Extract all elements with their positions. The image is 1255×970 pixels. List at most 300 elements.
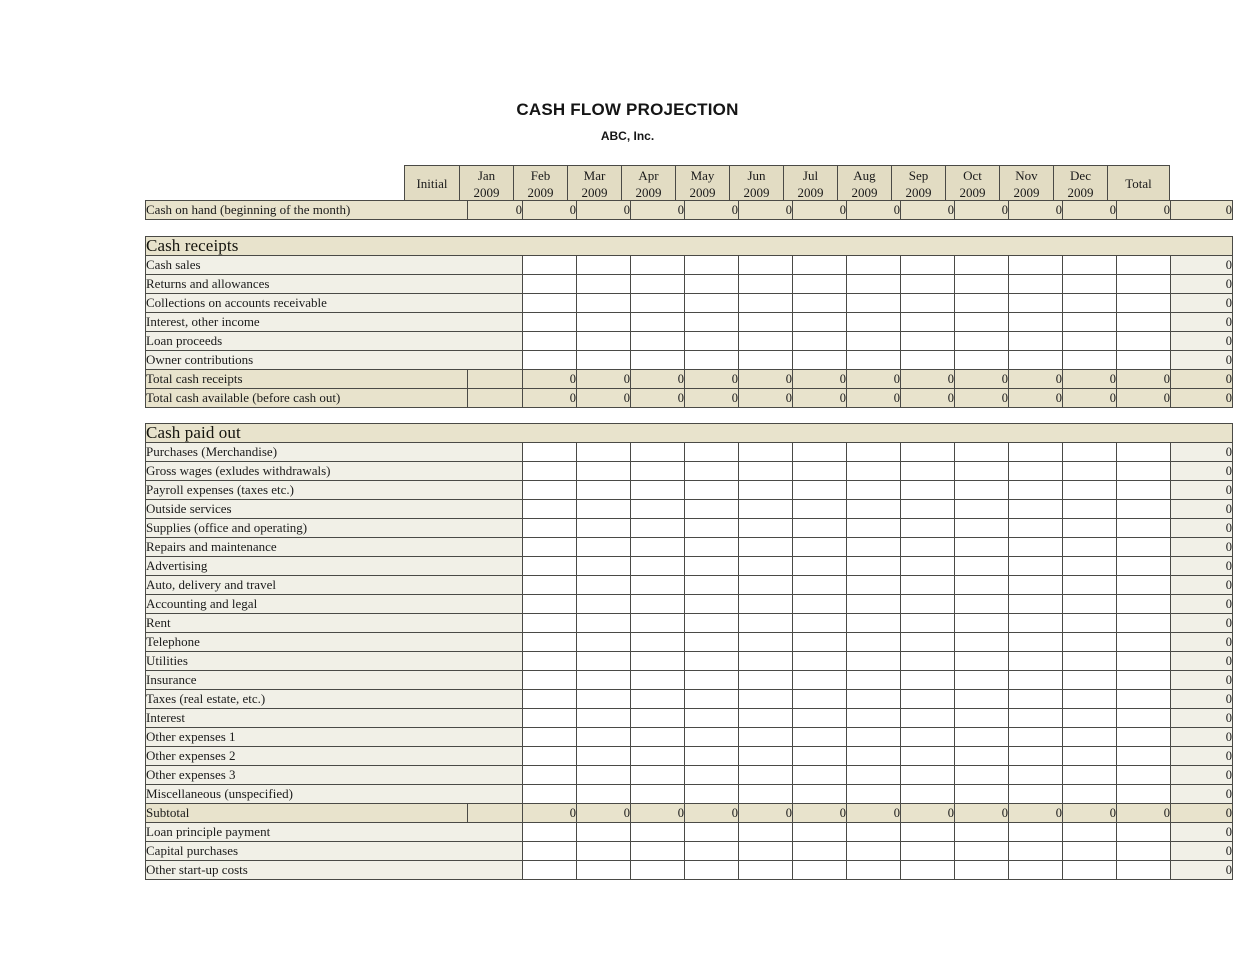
cell-loan-principle-payment-apr[interactable] xyxy=(685,823,739,842)
cell-auto-delivery-and-travel-total[interactable]: 0 xyxy=(1171,576,1233,595)
cell-payroll-expenses-taxes-etc-feb[interactable] xyxy=(577,481,631,500)
cell-returns-and-allowances-may[interactable] xyxy=(739,275,793,294)
cell-other-expenses-1-aug[interactable] xyxy=(901,728,955,747)
cell-accounting-and-legal-may[interactable] xyxy=(739,595,793,614)
cell-other-expenses-2-total[interactable]: 0 xyxy=(1171,747,1233,766)
cell-interest-other-income-nov[interactable] xyxy=(1063,313,1117,332)
cell-advertising-aug[interactable] xyxy=(901,557,955,576)
cell-utilities-oct[interactable] xyxy=(1009,652,1063,671)
cell-purchases-merchandise-total[interactable]: 0 xyxy=(1171,443,1233,462)
cell-supplies-office-and-operating-total[interactable]: 0 xyxy=(1171,519,1233,538)
cell-subtotal-jul[interactable]: 0 xyxy=(847,804,901,823)
cell-total-cash-available-before-cash-out-sep[interactable]: 0 xyxy=(955,389,1009,408)
cell-telephone-mar[interactable] xyxy=(631,633,685,652)
cell-collections-on-accounts-receivable-aug[interactable] xyxy=(901,294,955,313)
cell-other-expenses-1-apr[interactable] xyxy=(685,728,739,747)
cell-returns-and-allowances-sep[interactable] xyxy=(955,275,1009,294)
cell-accounting-and-legal-apr[interactable] xyxy=(685,595,739,614)
cell-other-expenses-3-dec[interactable] xyxy=(1117,766,1171,785)
cell-cash-on-hand-apr[interactable]: 0 xyxy=(685,201,739,220)
cell-outside-services-apr[interactable] xyxy=(685,500,739,519)
cell-payroll-expenses-taxes-etc-dec[interactable] xyxy=(1117,481,1171,500)
cell-miscellaneous-unspecified-dec[interactable] xyxy=(1117,785,1171,804)
cell-repairs-and-maintenance-sep[interactable] xyxy=(955,538,1009,557)
cell-other-start-up-costs-feb[interactable] xyxy=(577,861,631,880)
cell-rent-may[interactable] xyxy=(739,614,793,633)
cell-total-cash-receipts-jun[interactable]: 0 xyxy=(793,370,847,389)
cell-outside-services-jan[interactable] xyxy=(523,500,577,519)
cell-other-expenses-2-aug[interactable] xyxy=(901,747,955,766)
cell-supplies-office-and-operating-feb[interactable] xyxy=(577,519,631,538)
cell-advertising-nov[interactable] xyxy=(1063,557,1117,576)
cell-other-expenses-1-total[interactable]: 0 xyxy=(1171,728,1233,747)
cell-capital-purchases-total[interactable]: 0 xyxy=(1171,842,1233,861)
cell-interest-other-income-feb[interactable] xyxy=(577,313,631,332)
cell-interest-feb[interactable] xyxy=(577,709,631,728)
cell-collections-on-accounts-receivable-jul[interactable] xyxy=(847,294,901,313)
cell-insurance-feb[interactable] xyxy=(577,671,631,690)
cell-payroll-expenses-taxes-etc-apr[interactable] xyxy=(685,481,739,500)
cell-advertising-dec[interactable] xyxy=(1117,557,1171,576)
cell-other-expenses-3-sep[interactable] xyxy=(955,766,1009,785)
cell-owner-contributions-jan[interactable] xyxy=(523,351,577,370)
cell-capital-purchases-oct[interactable] xyxy=(1009,842,1063,861)
cell-accounting-and-legal-mar[interactable] xyxy=(631,595,685,614)
cell-rent-jan[interactable] xyxy=(523,614,577,633)
cell-utilities-nov[interactable] xyxy=(1063,652,1117,671)
cell-other-expenses-1-oct[interactable] xyxy=(1009,728,1063,747)
cell-taxes-real-estate-etc-jun[interactable] xyxy=(793,690,847,709)
cell-utilities-dec[interactable] xyxy=(1117,652,1171,671)
cell-rent-jun[interactable] xyxy=(793,614,847,633)
cell-utilities-aug[interactable] xyxy=(901,652,955,671)
cell-taxes-real-estate-etc-nov[interactable] xyxy=(1063,690,1117,709)
cell-auto-delivery-and-travel-sep[interactable] xyxy=(955,576,1009,595)
cell-taxes-real-estate-etc-feb[interactable] xyxy=(577,690,631,709)
cell-interest-other-income-may[interactable] xyxy=(739,313,793,332)
cell-other-expenses-1-sep[interactable] xyxy=(955,728,1009,747)
cell-telephone-dec[interactable] xyxy=(1117,633,1171,652)
cell-capital-purchases-jul[interactable] xyxy=(847,842,901,861)
cell-total-cash-receipts-sep[interactable]: 0 xyxy=(955,370,1009,389)
cell-subtotal-jun[interactable]: 0 xyxy=(793,804,847,823)
cell-returns-and-allowances-mar[interactable] xyxy=(631,275,685,294)
cell-total-cash-available-before-cash-out-dec[interactable]: 0 xyxy=(1117,389,1171,408)
cell-cash-sales-aug[interactable] xyxy=(901,256,955,275)
cell-loan-principle-payment-dec[interactable] xyxy=(1117,823,1171,842)
cell-collections-on-accounts-receivable-sep[interactable] xyxy=(955,294,1009,313)
cell-advertising-jul[interactable] xyxy=(847,557,901,576)
cell-owner-contributions-may[interactable] xyxy=(739,351,793,370)
cell-other-expenses-2-oct[interactable] xyxy=(1009,747,1063,766)
cell-capital-purchases-jan[interactable] xyxy=(523,842,577,861)
cell-taxes-real-estate-etc-may[interactable] xyxy=(739,690,793,709)
cell-interest-other-income-jul[interactable] xyxy=(847,313,901,332)
cell-outside-services-oct[interactable] xyxy=(1009,500,1063,519)
cell-total-cash-available-before-cash-out-initial[interactable] xyxy=(468,389,523,408)
cell-loan-proceeds-dec[interactable] xyxy=(1117,332,1171,351)
cell-owner-contributions-aug[interactable] xyxy=(901,351,955,370)
cell-total-cash-available-before-cash-out-mar[interactable]: 0 xyxy=(631,389,685,408)
cell-rent-apr[interactable] xyxy=(685,614,739,633)
cell-advertising-sep[interactable] xyxy=(955,557,1009,576)
cell-advertising-jun[interactable] xyxy=(793,557,847,576)
cell-subtotal-oct[interactable]: 0 xyxy=(1009,804,1063,823)
cell-cash-on-hand-feb[interactable]: 0 xyxy=(577,201,631,220)
cell-other-start-up-costs-mar[interactable] xyxy=(631,861,685,880)
cell-other-expenses-3-may[interactable] xyxy=(739,766,793,785)
cell-collections-on-accounts-receivable-jun[interactable] xyxy=(793,294,847,313)
cell-utilities-jan[interactable] xyxy=(523,652,577,671)
cell-other-start-up-costs-jan[interactable] xyxy=(523,861,577,880)
cell-outside-services-may[interactable] xyxy=(739,500,793,519)
cell-owner-contributions-oct[interactable] xyxy=(1009,351,1063,370)
cell-purchases-merchandise-apr[interactable] xyxy=(685,443,739,462)
cell-telephone-nov[interactable] xyxy=(1063,633,1117,652)
cell-payroll-expenses-taxes-etc-mar[interactable] xyxy=(631,481,685,500)
cell-gross-wages-exludes-withdrawals-oct[interactable] xyxy=(1009,462,1063,481)
cell-capital-purchases-feb[interactable] xyxy=(577,842,631,861)
cell-auto-delivery-and-travel-jul[interactable] xyxy=(847,576,901,595)
cell-loan-proceeds-apr[interactable] xyxy=(685,332,739,351)
cell-supplies-office-and-operating-dec[interactable] xyxy=(1117,519,1171,538)
cell-interest-other-income-apr[interactable] xyxy=(685,313,739,332)
cell-payroll-expenses-taxes-etc-nov[interactable] xyxy=(1063,481,1117,500)
cell-supplies-office-and-operating-oct[interactable] xyxy=(1009,519,1063,538)
cell-cash-on-hand-nov[interactable]: 0 xyxy=(1063,201,1117,220)
cell-loan-proceeds-may[interactable] xyxy=(739,332,793,351)
cell-total-cash-available-before-cash-out-apr[interactable]: 0 xyxy=(685,389,739,408)
cell-interest-nov[interactable] xyxy=(1063,709,1117,728)
cell-other-expenses-2-sep[interactable] xyxy=(955,747,1009,766)
cell-gross-wages-exludes-withdrawals-jul[interactable] xyxy=(847,462,901,481)
cell-repairs-and-maintenance-may[interactable] xyxy=(739,538,793,557)
cell-payroll-expenses-taxes-etc-aug[interactable] xyxy=(901,481,955,500)
cell-cash-on-hand-may[interactable]: 0 xyxy=(739,201,793,220)
cell-loan-principle-payment-aug[interactable] xyxy=(901,823,955,842)
cell-total-cash-available-before-cash-out-aug[interactable]: 0 xyxy=(901,389,955,408)
cell-capital-purchases-aug[interactable] xyxy=(901,842,955,861)
cell-purchases-merchandise-mar[interactable] xyxy=(631,443,685,462)
cell-collections-on-accounts-receivable-may[interactable] xyxy=(739,294,793,313)
cell-interest-aug[interactable] xyxy=(901,709,955,728)
cell-gross-wages-exludes-withdrawals-jan[interactable] xyxy=(523,462,577,481)
cell-capital-purchases-sep[interactable] xyxy=(955,842,1009,861)
cell-total-cash-receipts-initial[interactable] xyxy=(468,370,523,389)
cell-other-start-up-costs-aug[interactable] xyxy=(901,861,955,880)
cell-total-cash-receipts-jan[interactable]: 0 xyxy=(523,370,577,389)
cell-accounting-and-legal-jul[interactable] xyxy=(847,595,901,614)
cell-loan-principle-payment-oct[interactable] xyxy=(1009,823,1063,842)
cell-supplies-office-and-operating-nov[interactable] xyxy=(1063,519,1117,538)
cell-utilities-feb[interactable] xyxy=(577,652,631,671)
cell-loan-proceeds-oct[interactable] xyxy=(1009,332,1063,351)
cell-cash-sales-mar[interactable] xyxy=(631,256,685,275)
cell-outside-services-dec[interactable] xyxy=(1117,500,1171,519)
cell-taxes-real-estate-etc-oct[interactable] xyxy=(1009,690,1063,709)
cell-supplies-office-and-operating-may[interactable] xyxy=(739,519,793,538)
cell-outside-services-mar[interactable] xyxy=(631,500,685,519)
cell-utilities-apr[interactable] xyxy=(685,652,739,671)
cell-other-start-up-costs-dec[interactable] xyxy=(1117,861,1171,880)
cell-other-expenses-2-jul[interactable] xyxy=(847,747,901,766)
cell-owner-contributions-sep[interactable] xyxy=(955,351,1009,370)
cell-returns-and-allowances-dec[interactable] xyxy=(1117,275,1171,294)
cell-supplies-office-and-operating-jan[interactable] xyxy=(523,519,577,538)
cell-loan-proceeds-total[interactable]: 0 xyxy=(1171,332,1233,351)
cell-auto-delivery-and-travel-dec[interactable] xyxy=(1117,576,1171,595)
cell-loan-proceeds-nov[interactable] xyxy=(1063,332,1117,351)
cell-rent-dec[interactable] xyxy=(1117,614,1171,633)
cell-telephone-oct[interactable] xyxy=(1009,633,1063,652)
cell-total-cash-available-before-cash-out-feb[interactable]: 0 xyxy=(577,389,631,408)
cell-outside-services-feb[interactable] xyxy=(577,500,631,519)
cell-advertising-feb[interactable] xyxy=(577,557,631,576)
cell-loan-proceeds-feb[interactable] xyxy=(577,332,631,351)
cell-auto-delivery-and-travel-apr[interactable] xyxy=(685,576,739,595)
cell-other-expenses-1-jan[interactable] xyxy=(523,728,577,747)
cell-cash-on-hand-mar[interactable]: 0 xyxy=(631,201,685,220)
cell-other-expenses-2-nov[interactable] xyxy=(1063,747,1117,766)
cell-owner-contributions-total[interactable]: 0 xyxy=(1171,351,1233,370)
cell-insurance-nov[interactable] xyxy=(1063,671,1117,690)
cell-utilities-sep[interactable] xyxy=(955,652,1009,671)
cell-purchases-merchandise-may[interactable] xyxy=(739,443,793,462)
cell-owner-contributions-jul[interactable] xyxy=(847,351,901,370)
cell-advertising-total[interactable]: 0 xyxy=(1171,557,1233,576)
cell-taxes-real-estate-etc-mar[interactable] xyxy=(631,690,685,709)
cell-outside-services-aug[interactable] xyxy=(901,500,955,519)
cell-subtotal-feb[interactable]: 0 xyxy=(577,804,631,823)
cell-loan-principle-payment-jun[interactable] xyxy=(793,823,847,842)
cell-interest-other-income-total[interactable]: 0 xyxy=(1171,313,1233,332)
cell-payroll-expenses-taxes-etc-total[interactable]: 0 xyxy=(1171,481,1233,500)
cell-gross-wages-exludes-withdrawals-feb[interactable] xyxy=(577,462,631,481)
cell-loan-principle-payment-mar[interactable] xyxy=(631,823,685,842)
cell-cash-sales-jul[interactable] xyxy=(847,256,901,275)
cell-cash-on-hand-oct[interactable]: 0 xyxy=(1009,201,1063,220)
cell-interest-jun[interactable] xyxy=(793,709,847,728)
cell-accounting-and-legal-oct[interactable] xyxy=(1009,595,1063,614)
cell-cash-on-hand-jun[interactable]: 0 xyxy=(793,201,847,220)
cell-purchases-merchandise-jun[interactable] xyxy=(793,443,847,462)
cell-gross-wages-exludes-withdrawals-aug[interactable] xyxy=(901,462,955,481)
cell-taxes-real-estate-etc-apr[interactable] xyxy=(685,690,739,709)
cell-supplies-office-and-operating-jun[interactable] xyxy=(793,519,847,538)
cell-insurance-mar[interactable] xyxy=(631,671,685,690)
cell-telephone-jan[interactable] xyxy=(523,633,577,652)
cell-owner-contributions-nov[interactable] xyxy=(1063,351,1117,370)
cell-subtotal-aug[interactable]: 0 xyxy=(901,804,955,823)
cell-gross-wages-exludes-withdrawals-dec[interactable] xyxy=(1117,462,1171,481)
cell-loan-principle-payment-jan[interactable] xyxy=(523,823,577,842)
cell-purchases-merchandise-dec[interactable] xyxy=(1117,443,1171,462)
cell-interest-mar[interactable] xyxy=(631,709,685,728)
cell-total-cash-receipts-apr[interactable]: 0 xyxy=(685,370,739,389)
cell-accounting-and-legal-jun[interactable] xyxy=(793,595,847,614)
cell-interest-jan[interactable] xyxy=(523,709,577,728)
cell-interest-other-income-aug[interactable] xyxy=(901,313,955,332)
cell-owner-contributions-feb[interactable] xyxy=(577,351,631,370)
cell-miscellaneous-unspecified-apr[interactable] xyxy=(685,785,739,804)
cell-loan-proceeds-sep[interactable] xyxy=(955,332,1009,351)
cell-other-expenses-3-nov[interactable] xyxy=(1063,766,1117,785)
cell-cash-sales-feb[interactable] xyxy=(577,256,631,275)
cell-other-expenses-2-jun[interactable] xyxy=(793,747,847,766)
cell-payroll-expenses-taxes-etc-oct[interactable] xyxy=(1009,481,1063,500)
cell-loan-principle-payment-nov[interactable] xyxy=(1063,823,1117,842)
cell-purchases-merchandise-nov[interactable] xyxy=(1063,443,1117,462)
cell-telephone-may[interactable] xyxy=(739,633,793,652)
cell-total-cash-available-before-cash-out-jul[interactable]: 0 xyxy=(847,389,901,408)
cell-other-start-up-costs-jul[interactable] xyxy=(847,861,901,880)
cell-purchases-merchandise-feb[interactable] xyxy=(577,443,631,462)
cell-cash-on-hand-sep[interactable]: 0 xyxy=(955,201,1009,220)
cell-advertising-apr[interactable] xyxy=(685,557,739,576)
cell-capital-purchases-jun[interactable] xyxy=(793,842,847,861)
cell-other-expenses-1-jul[interactable] xyxy=(847,728,901,747)
cell-miscellaneous-unspecified-jan[interactable] xyxy=(523,785,577,804)
cell-loan-principle-payment-total[interactable]: 0 xyxy=(1171,823,1233,842)
cell-insurance-jan[interactable] xyxy=(523,671,577,690)
cell-miscellaneous-unspecified-feb[interactable] xyxy=(577,785,631,804)
cell-purchases-merchandise-aug[interactable] xyxy=(901,443,955,462)
cell-other-expenses-2-mar[interactable] xyxy=(631,747,685,766)
cell-other-expenses-3-jul[interactable] xyxy=(847,766,901,785)
cell-cash-sales-sep[interactable] xyxy=(955,256,1009,275)
cell-repairs-and-maintenance-oct[interactable] xyxy=(1009,538,1063,557)
cell-interest-sep[interactable] xyxy=(955,709,1009,728)
cell-subtotal-sep[interactable]: 0 xyxy=(955,804,1009,823)
cell-payroll-expenses-taxes-etc-jun[interactable] xyxy=(793,481,847,500)
cell-auto-delivery-and-travel-may[interactable] xyxy=(739,576,793,595)
cell-telephone-jul[interactable] xyxy=(847,633,901,652)
cell-total-cash-receipts-nov[interactable]: 0 xyxy=(1063,370,1117,389)
cell-other-expenses-2-dec[interactable] xyxy=(1117,747,1171,766)
cell-collections-on-accounts-receivable-oct[interactable] xyxy=(1009,294,1063,313)
cell-loan-principle-payment-may[interactable] xyxy=(739,823,793,842)
cell-payroll-expenses-taxes-etc-jan[interactable] xyxy=(523,481,577,500)
cell-payroll-expenses-taxes-etc-sep[interactable] xyxy=(955,481,1009,500)
cell-other-expenses-3-total[interactable]: 0 xyxy=(1171,766,1233,785)
cell-other-expenses-3-jan[interactable] xyxy=(523,766,577,785)
cell-interest-oct[interactable] xyxy=(1009,709,1063,728)
cell-returns-and-allowances-jan[interactable] xyxy=(523,275,577,294)
cell-returns-and-allowances-nov[interactable] xyxy=(1063,275,1117,294)
cell-cash-sales-jun[interactable] xyxy=(793,256,847,275)
cell-collections-on-accounts-receivable-feb[interactable] xyxy=(577,294,631,313)
cell-returns-and-allowances-oct[interactable] xyxy=(1009,275,1063,294)
cell-taxes-real-estate-etc-dec[interactable] xyxy=(1117,690,1171,709)
cell-subtotal-initial[interactable] xyxy=(468,804,523,823)
cell-total-cash-available-before-cash-out-jun[interactable]: 0 xyxy=(793,389,847,408)
cell-total-cash-receipts-oct[interactable]: 0 xyxy=(1009,370,1063,389)
cell-cash-on-hand-total[interactable]: 0 xyxy=(1171,201,1233,220)
cell-cash-sales-nov[interactable] xyxy=(1063,256,1117,275)
cell-owner-contributions-jun[interactable] xyxy=(793,351,847,370)
cell-insurance-jul[interactable] xyxy=(847,671,901,690)
cell-owner-contributions-dec[interactable] xyxy=(1117,351,1171,370)
cell-insurance-aug[interactable] xyxy=(901,671,955,690)
cell-total-cash-available-before-cash-out-oct[interactable]: 0 xyxy=(1009,389,1063,408)
cell-supplies-office-and-operating-sep[interactable] xyxy=(955,519,1009,538)
cell-total-cash-receipts-mar[interactable]: 0 xyxy=(631,370,685,389)
cell-collections-on-accounts-receivable-dec[interactable] xyxy=(1117,294,1171,313)
cell-total-cash-available-before-cash-out-nov[interactable]: 0 xyxy=(1063,389,1117,408)
cell-returns-and-allowances-apr[interactable] xyxy=(685,275,739,294)
cell-returns-and-allowances-aug[interactable] xyxy=(901,275,955,294)
cell-gross-wages-exludes-withdrawals-total[interactable]: 0 xyxy=(1171,462,1233,481)
cell-loan-proceeds-jul[interactable] xyxy=(847,332,901,351)
cell-purchases-merchandise-oct[interactable] xyxy=(1009,443,1063,462)
cell-interest-jul[interactable] xyxy=(847,709,901,728)
cell-telephone-aug[interactable] xyxy=(901,633,955,652)
cell-accounting-and-legal-aug[interactable] xyxy=(901,595,955,614)
cell-other-start-up-costs-apr[interactable] xyxy=(685,861,739,880)
cell-loan-principle-payment-jul[interactable] xyxy=(847,823,901,842)
cell-other-start-up-costs-may[interactable] xyxy=(739,861,793,880)
cell-advertising-oct[interactable] xyxy=(1009,557,1063,576)
cell-auto-delivery-and-travel-jun[interactable] xyxy=(793,576,847,595)
cell-repairs-and-maintenance-total[interactable]: 0 xyxy=(1171,538,1233,557)
cell-collections-on-accounts-receivable-total[interactable]: 0 xyxy=(1171,294,1233,313)
cell-other-expenses-2-jan[interactable] xyxy=(523,747,577,766)
cell-miscellaneous-unspecified-total[interactable]: 0 xyxy=(1171,785,1233,804)
cell-loan-proceeds-aug[interactable] xyxy=(901,332,955,351)
cell-rent-oct[interactable] xyxy=(1009,614,1063,633)
cell-loan-proceeds-jun[interactable] xyxy=(793,332,847,351)
cell-miscellaneous-unspecified-jun[interactable] xyxy=(793,785,847,804)
cell-rent-feb[interactable] xyxy=(577,614,631,633)
cell-repairs-and-maintenance-jan[interactable] xyxy=(523,538,577,557)
cell-miscellaneous-unspecified-may[interactable] xyxy=(739,785,793,804)
cell-collections-on-accounts-receivable-mar[interactable] xyxy=(631,294,685,313)
cell-other-start-up-costs-nov[interactable] xyxy=(1063,861,1117,880)
cell-cash-sales-apr[interactable] xyxy=(685,256,739,275)
cell-other-expenses-2-may[interactable] xyxy=(739,747,793,766)
cell-cash-sales-total[interactable]: 0 xyxy=(1171,256,1233,275)
cell-gross-wages-exludes-withdrawals-apr[interactable] xyxy=(685,462,739,481)
cell-loan-proceeds-jan[interactable] xyxy=(523,332,577,351)
cell-interest-other-income-jan[interactable] xyxy=(523,313,577,332)
cell-returns-and-allowances-total[interactable]: 0 xyxy=(1171,275,1233,294)
cell-insurance-total[interactable]: 0 xyxy=(1171,671,1233,690)
cell-total-cash-receipts-feb[interactable]: 0 xyxy=(577,370,631,389)
cell-other-expenses-1-mar[interactable] xyxy=(631,728,685,747)
cell-capital-purchases-apr[interactable] xyxy=(685,842,739,861)
cell-accounting-and-legal-jan[interactable] xyxy=(523,595,577,614)
cell-other-start-up-costs-total[interactable]: 0 xyxy=(1171,861,1233,880)
cell-loan-principle-payment-sep[interactable] xyxy=(955,823,1009,842)
cell-purchases-merchandise-jul[interactable] xyxy=(847,443,901,462)
cell-utilities-may[interactable] xyxy=(739,652,793,671)
cell-telephone-total[interactable]: 0 xyxy=(1171,633,1233,652)
cell-total-cash-receipts-total[interactable]: 0 xyxy=(1171,370,1233,389)
cell-interest-other-income-jun[interactable] xyxy=(793,313,847,332)
cell-loan-principle-payment-feb[interactable] xyxy=(577,823,631,842)
cell-subtotal-mar[interactable]: 0 xyxy=(631,804,685,823)
cell-rent-sep[interactable] xyxy=(955,614,1009,633)
cell-supplies-office-and-operating-apr[interactable] xyxy=(685,519,739,538)
cell-repairs-and-maintenance-jul[interactable] xyxy=(847,538,901,557)
cell-accounting-and-legal-feb[interactable] xyxy=(577,595,631,614)
cell-gross-wages-exludes-withdrawals-nov[interactable] xyxy=(1063,462,1117,481)
cell-interest-other-income-sep[interactable] xyxy=(955,313,1009,332)
cell-collections-on-accounts-receivable-nov[interactable] xyxy=(1063,294,1117,313)
cell-returns-and-allowances-jun[interactable] xyxy=(793,275,847,294)
cell-taxes-real-estate-etc-jul[interactable] xyxy=(847,690,901,709)
cell-miscellaneous-unspecified-oct[interactable] xyxy=(1009,785,1063,804)
